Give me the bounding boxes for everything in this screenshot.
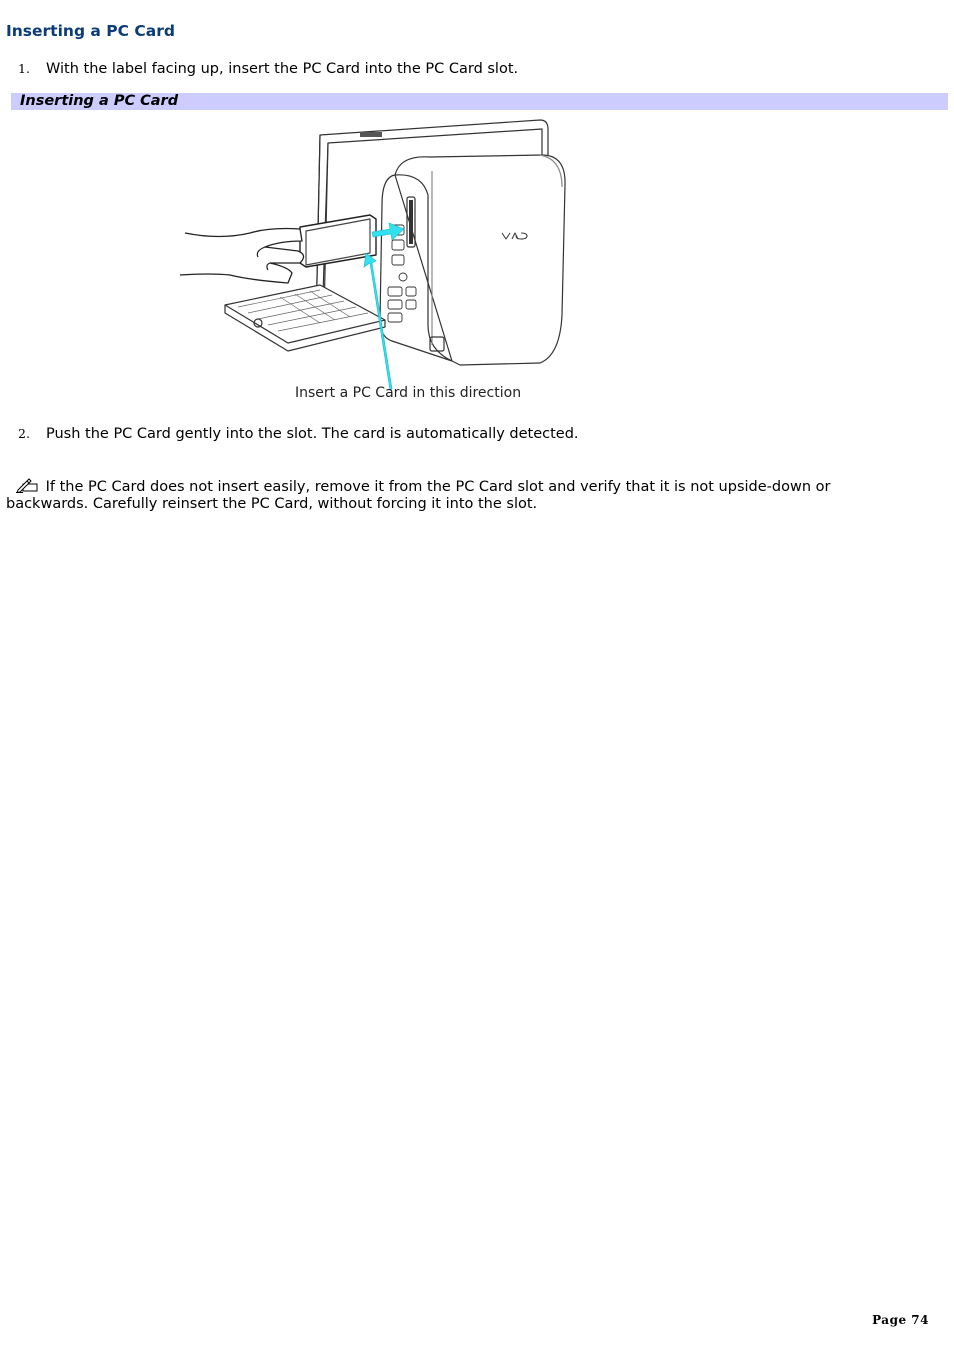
pc-card-insertion-illustration — [170, 115, 580, 410]
pencil-note-icon — [15, 477, 41, 493]
step-number: 2. — [18, 426, 30, 441]
page-number: Page 74 — [872, 1313, 929, 1327]
step-text: With the label facing up, insert the PC Card into the PC Card slot. — [46, 61, 519, 77]
step-1 — [18, 59, 518, 79]
step-text: Push the PC Card gently into the slot. The card is automatically detected. — [46, 426, 579, 442]
step-2 — [18, 424, 579, 444]
figure-caption-bar — [11, 93, 948, 110]
step-number: 1. — [18, 61, 30, 76]
figure-caption: Inserting a PC Card — [20, 93, 179, 109]
note-text: If the PC Card does not insert easily, remove it from the PC Card slot and verify that it is not upside-down or backwards. Carefully reinsert the PC Card, without forcing it into the slot. — [6, 479, 831, 512]
page-title: Inserting a PC Card — [6, 22, 175, 40]
figure-direction-label: Insert a PC Card in this direction — [295, 385, 522, 401]
note — [6, 477, 906, 512]
